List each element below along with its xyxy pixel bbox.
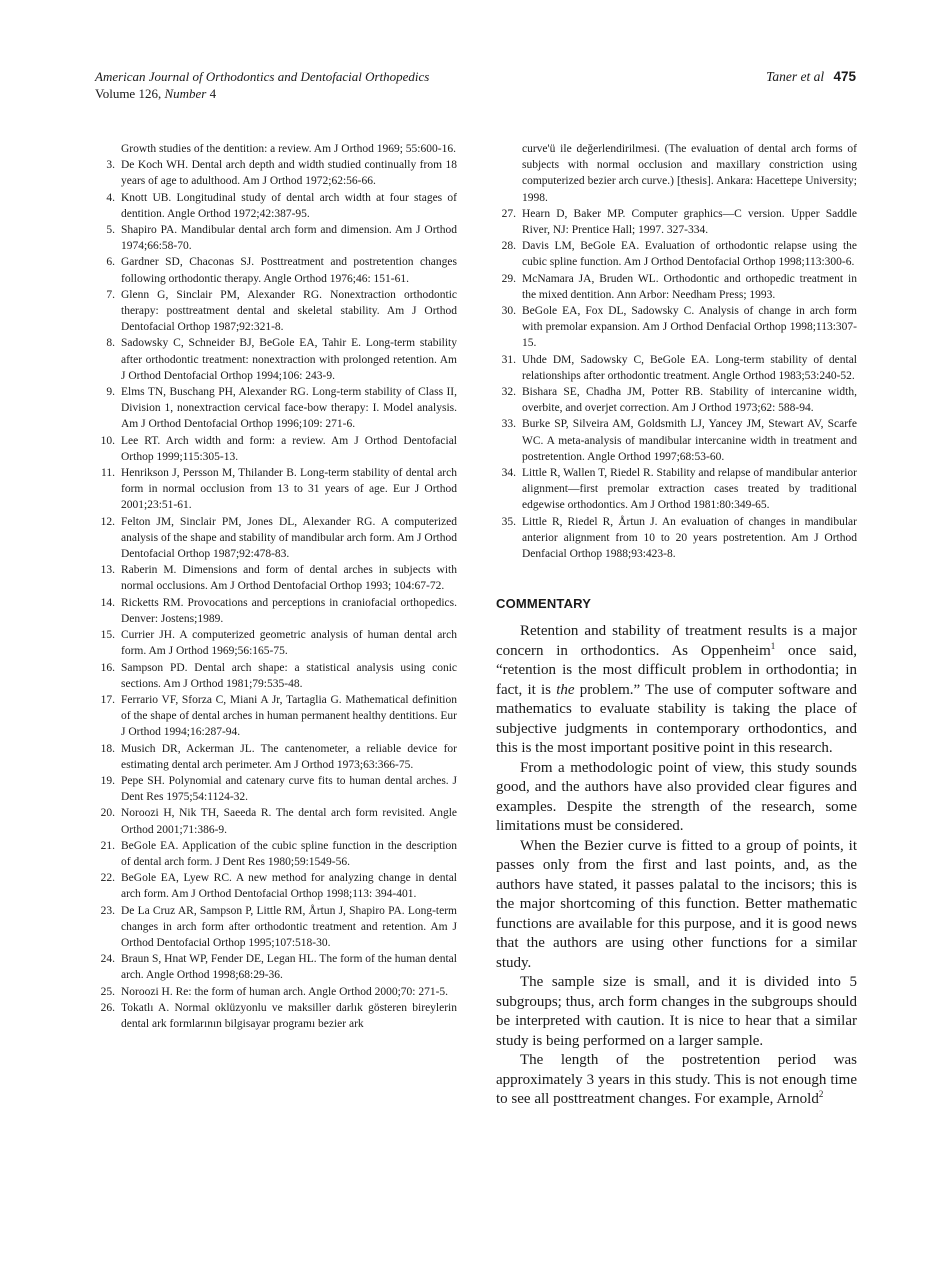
reference-number: 26. bbox=[100, 1001, 115, 1014]
reference-number: 4. bbox=[106, 191, 115, 204]
left-column bbox=[95, 141, 457, 1032]
reference-text: BeGole EA. Application of the cubic spline function in the description of dental arch form. J Dent Res 1980;59:1549-56. bbox=[121, 839, 457, 868]
running-authors: Taner et al bbox=[766, 69, 825, 84]
reference-item bbox=[95, 287, 457, 336]
reference-text: Shapiro PA. Mandibular dental arch form and dimension. Am J Orthod 1974;66:58-70. bbox=[121, 224, 457, 253]
reference-number: 32. bbox=[501, 386, 516, 399]
reference-text: Little R, Riedel R, Årtun J. An evaluation of changes in mandibular anterior alignment from 10 to 20 years postretention. Am J Orthod Denfacial Orthop 1988;93:423-8. bbox=[522, 515, 857, 561]
reference-item bbox=[496, 416, 857, 465]
reference-item bbox=[95, 335, 457, 384]
reference-number: 14. bbox=[100, 596, 115, 609]
reference-item bbox=[95, 870, 457, 902]
running-header bbox=[95, 68, 856, 108]
p1-text-c: problem.” The use of computer software and mathematics to evaluate stability is taking the place of subjective judgments in contemporary orthodontics, and this is the most important positive point in this research. bbox=[496, 681, 857, 757]
reference-item bbox=[95, 190, 457, 222]
reference-item bbox=[496, 352, 857, 384]
reference-text: Bishara SE, Chadha JM, Potter RB. Stability of intercanine width, overbite, and overjet correction. Am J Orthod 1973;62: 588-94. bbox=[522, 386, 857, 415]
reference-item bbox=[496, 271, 857, 303]
p1-text-b: once said, “retention is the most difficult problem in orthodontia; in fact, it is bbox=[496, 642, 857, 698]
reference-text: BeGole EA, Lyew RC. A new method for analyzing change in dental arch form. Am J Orthod Dentofacial Orthop 1998;113: 394-401. bbox=[121, 872, 457, 901]
reference-text: Noroozi H. Re: the form of human arch. Angle Orthod 2000;70: 271-5. bbox=[121, 985, 449, 998]
reference-text: De La Cruz AR, Sampson P, Little RM, Årtun J, Shapiro PA. Long-term changes in arch form after orthodontic treatment and retention. Am J Orthod Dentofacial Orthop 1995;107:518-30. bbox=[121, 904, 457, 949]
reference-text: Burke SP, Silveira AM, Goldsmith LJ, Yancey JM, Stewart AV, Scarfe WC. A meta-analysis of mandibular intercanine width in treatment and postretention. Angle Orthod 1997;68:53-60. bbox=[522, 418, 857, 463]
reference-number: 13. bbox=[100, 564, 115, 577]
reference-item bbox=[95, 141, 457, 157]
reference-text: Braun S, Hnat WP, Fender DE, Legan HL. The form of the human dental arch. Angle Orthod 1998;68:29-36. bbox=[121, 953, 457, 982]
commentary-paragraph-2: From a methodologic point of view, this study sounds good, and the authors have also provided clear figures and examples. Despite the strength of the research, some limitations must be considered. bbox=[496, 759, 857, 835]
page-number: 475 bbox=[833, 69, 856, 84]
reference-item bbox=[95, 254, 457, 286]
reference-item bbox=[496, 303, 857, 352]
reference-number: 7. bbox=[106, 288, 115, 301]
reference-number: 10. bbox=[100, 434, 115, 447]
reference-number: 8. bbox=[106, 337, 115, 350]
reference-number: 3. bbox=[106, 159, 115, 172]
reference-number: 15. bbox=[100, 629, 115, 642]
reference-item bbox=[95, 222, 457, 254]
reference-text: Pepe SH. Polynomial and catenary curve fits to human dental arches. J Dent Res 1975;54:1124-32. bbox=[121, 774, 457, 804]
p1-footnote: 1 bbox=[770, 640, 776, 651]
reference-text: De Koch WH. Dental arch depth and width studied continually from 18 years of age to adulthood. Am J Orthod 1972;62:56-66. bbox=[121, 159, 457, 188]
reference-text: Tokatlı A. Normal oklüzyonlu ve maksiller darlık gösteren bireylerin dental ark formlarının bilgisayar programı bezier ark bbox=[121, 1001, 457, 1030]
reference-number: 19. bbox=[100, 774, 115, 787]
reference-item bbox=[496, 514, 857, 563]
reference-text: Growth studies of the dentition: a review. Am J Orthod 1969; 55:600-16. bbox=[121, 143, 456, 155]
number-value: 4 bbox=[206, 86, 217, 101]
reference-text: Glenn G, Sinclair PM, Alexander RG. Nonextraction orthodontic therapy: posttreatment dental and skeletal stability. Am J Orthod Dentofacial Orthop 1987;92:321-8. bbox=[121, 288, 457, 334]
reference-text: Ricketts RM. Provocations and perceptions in craniofacial orthopedics. Denver: Jostens;1989. bbox=[121, 596, 457, 625]
reference-item bbox=[95, 465, 457, 514]
reference-text: Noroozi H, Nik TH, Saeeda R. The dental arch form revisited. Angle Orthod 2001;71:386-9. bbox=[121, 807, 457, 836]
reference-text: Felton JM, Sinclair PM, Jones DL, Alexander RG. A computerized analysis of the shape and stability of mandibular arch form. Am J Orthod Dentofacial Orthop 1987;92:478-83. bbox=[121, 515, 457, 561]
reference-text: Knott UB. Longitudinal study of dental arch width at four stages of dentition. Angle Orthod 1972;42:387-95. bbox=[121, 191, 457, 220]
reference-item bbox=[95, 595, 457, 627]
right-column bbox=[496, 141, 857, 1110]
reference-number: 28. bbox=[501, 240, 516, 253]
reference-number: 35. bbox=[501, 515, 516, 528]
reference-item bbox=[496, 465, 857, 514]
commentary-paragraph-3: When the Bezier curve is fitted to a group of points, it passes only from the first and last points, and, as the authors have stated, it passes palatal to the incisors; this is the major shortcoming of this function. Better mathematic functions are available for this purpose, and it is good news that the authors are using other functions for a similar study. bbox=[496, 837, 857, 971]
reference-number: 30. bbox=[501, 305, 516, 318]
p1-text-a: Retention and stability of treatment results is a major concern in orthodontics. As Oppenheim bbox=[496, 623, 857, 659]
p5-text-a: The length of the postretention period was approximately 3 years in this study. This is not enough time to see all posttreatment changes. For example, Arnold bbox=[496, 1052, 857, 1108]
commentary-heading: COMMENTARY bbox=[496, 596, 592, 612]
reference-item bbox=[95, 1000, 457, 1032]
journal-info bbox=[95, 68, 856, 102]
reference-text: Sadowsky C, Schneider BJ, BeGole EA, Tahir E. Long-term stability after orthodontic treatment: nonextraction with prolonged retention. Am J Orthod Dentofacial Orthop 1994;106: 243-9. bbox=[121, 337, 457, 382]
reference-number: 17. bbox=[100, 693, 115, 706]
p1-emphasis: the bbox=[556, 681, 575, 698]
reference-text: Elms TN, Buschang PH, Alexander RG. Long-term stability of Class II, Division 1, nonextraction cervical face-bow therapy: I. Model analysis. Am J Orthod Dentofacial Orthop 1996;109: 271-6. bbox=[121, 386, 457, 431]
reference-item bbox=[496, 384, 857, 416]
journal-title: American Journal of Orthodontics and Dentofacial Orthopedics bbox=[95, 69, 430, 84]
reference-text: Currier JH. A computerized geometric analysis of human dental arch form. Am J Orthod 1969;56:165-75. bbox=[121, 629, 457, 658]
reference-text: Ferrario VF, Sforza C, Miani A Jr, Tartaglia G. Mathematical definition of the shape of dental arches in human permanent healthy dentitions. Eur J Orthod 1994;16:287-94. bbox=[121, 693, 457, 739]
reference-text: BeGole EA, Fox DL, Sadowsky C. Analysis of change in arch form with premolar expansion. Am J Orthod Denfacial Orthop 1998;113:307-15. bbox=[522, 305, 857, 350]
reference-number: 31. bbox=[501, 353, 516, 366]
reference-item bbox=[95, 741, 457, 773]
reference-item bbox=[95, 805, 457, 837]
reference-number: 34. bbox=[501, 467, 516, 480]
volume-label: Volume 126, bbox=[95, 86, 165, 101]
reference-item bbox=[95, 562, 457, 594]
reference-item bbox=[95, 384, 457, 433]
reference-item bbox=[95, 692, 457, 741]
reference-text: Raberin M. Dimensions and form of dental arches in subjects with normal occlusions. Am J Orthod Dentofacial Orthop 1993; 104:67-72. bbox=[121, 564, 457, 593]
reference-number: 5. bbox=[106, 224, 115, 237]
reference-item bbox=[95, 984, 457, 1000]
reference-item bbox=[95, 157, 457, 189]
reference-item bbox=[496, 141, 857, 206]
journal-volume bbox=[95, 85, 856, 102]
authors-page bbox=[766, 68, 856, 85]
number-label: Number bbox=[164, 86, 207, 101]
reference-list-right bbox=[496, 141, 857, 562]
reference-number: 24. bbox=[100, 953, 115, 966]
reference-text: Little R, Wallen T, Riedel R. Stability and relapse of mandibular anterior alignment—first premolar extraction cases treated by traditional edgewise orthodontics. Am J Orthod 1981:80:349-65. bbox=[522, 467, 857, 512]
reference-text: McNamara JA, Bruden WL. Orthodontic and orthopedic treatment in the mixed dentition. Ann Arbor: Needham Press; 1993. bbox=[522, 272, 857, 301]
reference-number: 6. bbox=[106, 256, 115, 269]
reference-number: 33. bbox=[501, 418, 516, 431]
reference-list-left bbox=[95, 141, 457, 1032]
reference-number: 11. bbox=[101, 467, 115, 480]
reference-number: 25. bbox=[100, 985, 115, 998]
reference-text: Hearn D, Baker MP. Computer graphics—C version. Upper Saddle River, NJ: Prentice Hall; 1997. 327-334. bbox=[522, 207, 857, 237]
commentary-paragraph-1 bbox=[496, 622, 857, 759]
reference-item bbox=[95, 951, 457, 983]
reference-number: 20. bbox=[100, 807, 115, 820]
reference-text: Henrikson J, Persson M, Thilander B. Long-term stability of dental arch form in normal occlusion from 13 to 31 years of age. Eur J Orthod 2001;23:51-61. bbox=[121, 467, 457, 512]
reference-number: 29. bbox=[501, 272, 516, 285]
reference-item bbox=[95, 838, 457, 870]
reference-text: Musich DR, Ackerman JL. The cantenometer, a reliable device for estimating dental arch perimeter. Am J Orthod 1973;63:366-75. bbox=[121, 742, 457, 771]
reference-number: 27. bbox=[501, 207, 516, 220]
reference-number: 23. bbox=[100, 904, 115, 917]
reference-number: 9. bbox=[106, 386, 115, 399]
reference-text: curve'ü ile değerlendirilmesi. (The evaluation of dental arch forms of subjects with normal occlusion and maxillary constriction using computerized bezier arch curve.) [thesis]. Ankara: Hacettepe University; 1998. bbox=[522, 143, 857, 204]
reference-item bbox=[95, 514, 457, 563]
reference-number: 18. bbox=[100, 742, 115, 755]
p5-footnote: 2 bbox=[818, 1089, 824, 1100]
commentary-paragraph-5 bbox=[496, 1051, 857, 1110]
reference-number: 16. bbox=[100, 661, 115, 674]
reference-item bbox=[95, 627, 457, 659]
reference-item bbox=[95, 433, 457, 465]
reference-text: Gardner SD, Chaconas SJ. Posttreatment and postretention changes following orthodontic therapy. Angle Orthod 1976;46: 151-61. bbox=[121, 256, 457, 285]
reference-text: Uhde DM, Sadowsky C, BeGole EA. Long-term stability of dental relationships after orthodontic treatment. Angle Orthod 1983;53:240-52. bbox=[522, 353, 857, 382]
reference-item bbox=[95, 660, 457, 692]
reference-number: 12. bbox=[100, 515, 115, 528]
reference-item bbox=[95, 773, 457, 805]
reference-text: Sampson PD. Dental arch shape: a statistical analysis using conic sections. Am J Orthod 1981;79:535-48. bbox=[121, 661, 457, 690]
reference-text: Davis LM, BeGole EA. Evaluation of orthodontic relapse using the cubic spline function. Am J Orthod Dentofacial Orthop 1998;113:300-6. bbox=[522, 240, 857, 269]
reference-number: 21. bbox=[100, 839, 115, 852]
reference-item bbox=[496, 238, 857, 270]
commentary-paragraph-4: The sample size is small, and it is divided into 5 subgroups; thus, arch form changes in the subgroups should be interpreted with caution. It is nice to hear that a similar study is being performed on a larger sample. bbox=[496, 974, 857, 1049]
reference-item bbox=[496, 206, 857, 238]
reference-text: Lee RT. Arch width and form: a review. Am J Orthod Dentofacial Orthop 1999;115:305-13. bbox=[121, 434, 457, 463]
reference-number: 22. bbox=[100, 872, 115, 885]
reference-item bbox=[95, 903, 457, 952]
